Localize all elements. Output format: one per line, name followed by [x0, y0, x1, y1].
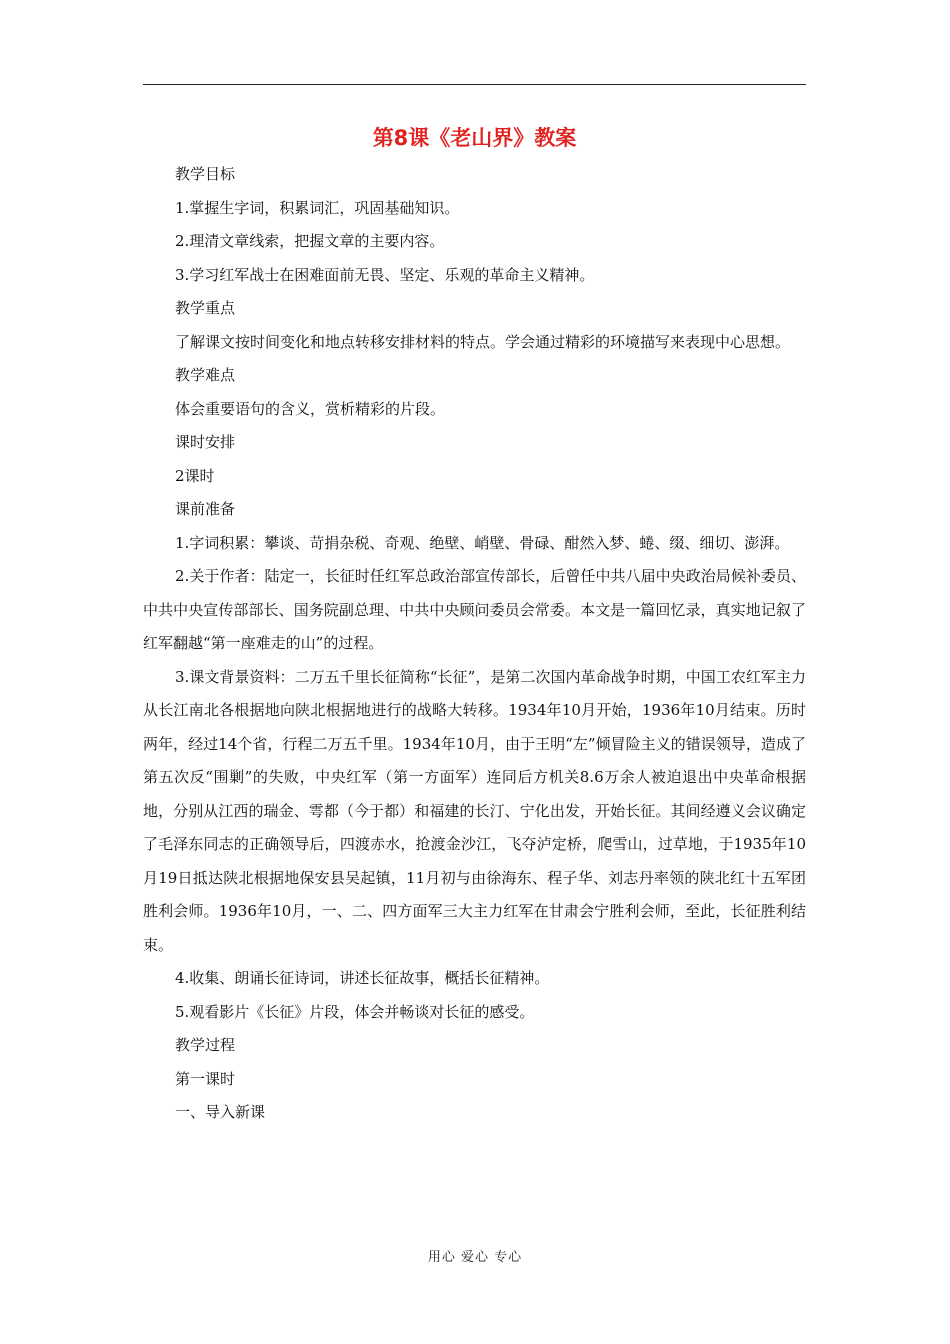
heading-objectives: 教学目标	[175, 165, 236, 183]
prep-film: 5.观看影片《长征》片段，体会并畅谈对长征的感受。	[175, 1002, 535, 1021]
prep-vocabulary: 1.字词积累：攀谈、苛捐杂税、奇观、绝壁、峭壁、骨碌、酣然入梦、蜷、缀、细切、澎湃。	[175, 533, 790, 552]
heading-first-lesson: 第一课时	[175, 1069, 236, 1088]
heading-key-points: 教学重点	[175, 299, 236, 317]
document-body	[143, 158, 806, 1130]
heading-introduction: 一、导入新课	[175, 1103, 266, 1121]
heading-schedule: 课时安排	[175, 433, 236, 451]
heading-preparation: 课前准备	[175, 500, 236, 518]
schedule-text: 2课时	[175, 466, 215, 485]
prep-author: 2.关于作者：陆定一，长征时任红军总政治部宣传部长，后曾任中共八届中央政治局候补委员、中共中央宣传部部长、国务院副总理、中共中央顾问委员会常委。本文是一篇回忆录，真实地记叙了红军翻越“第一座难走的山”的过程。	[143, 567, 806, 652]
document-title: 第8课《老山界》教案	[372, 126, 577, 150]
key-points-text: 了解课文按时间变化和地点转移安排材料的特点。学会通过精彩的环境描写来表现中心思想。	[175, 332, 791, 351]
heading-difficulties: 教学难点	[175, 366, 236, 384]
prep-poems: 4.收集、朗诵长征诗词，讲述长征故事，概括长征精神。	[175, 969, 550, 987]
objective-3: 3.学习红军战士在困难面前无畏、坚定、乐观的革命主义精神。	[175, 265, 595, 284]
difficulties-text: 体会重要语句的含义，赏析精彩的片段。	[175, 399, 446, 418]
page-footer: 用心 爱心 专心	[427, 1250, 523, 1265]
objective-2: 2.理清文章线索，把握文章的主要内容。	[175, 232, 445, 250]
prep-background: 3.课文背景资料：二万五千里长征简称“长征”，是第二次国内革命战争时期，中国工农红军主力从长江南北各根据地向陕北根据地进行的战略大转移。1934年10月开始，1936年10月结束。历时两年，经过14个省，行程二万五千里。1934年10月，由于王明“左”倾冒险主义的错误领导，造成了第五次反“围剿”的失败，中央红军（第一方面军）连同后方机关8.6万余人被迫退出中央革命根据地，分别从江西的瑞金、雩都（今于都）和福建的长汀、宁化出发，开始长征。其间经遵义会议确定了毛泽东同志的正确领导后，四渡赤水，抢渡金沙江，飞夺泸定桥，爬雪山，过草地，于1935年10月19日抵达陕北根据地保安县吴起镇，11月初与由徐海东、程子华、刘志丹率领的陕北红十五军团胜利会师。1936年10月，一、二、四方面军三大主力红军在甘肃会宁胜利会师，至此，长征胜利结束。	[143, 667, 806, 954]
heading-process: 教学过程	[175, 1036, 236, 1054]
header-rule	[143, 84, 806, 85]
objective-1: 1.掌握生字词，积累词汇，巩固基础知识。	[175, 198, 460, 217]
